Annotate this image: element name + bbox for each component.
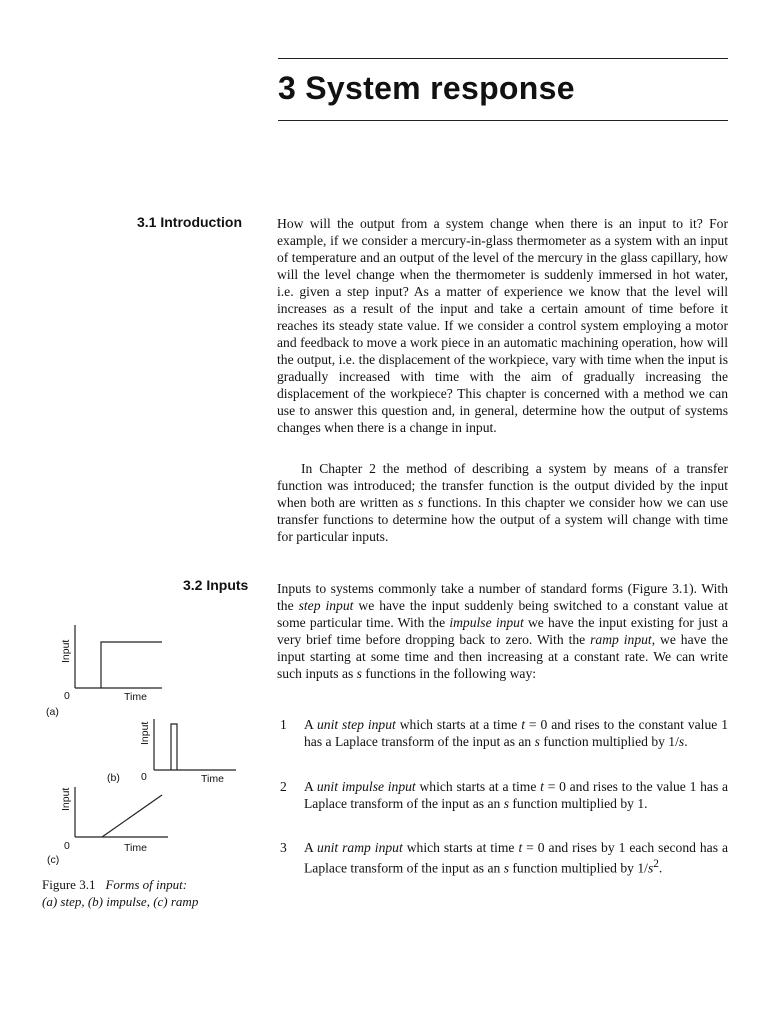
panel-label-a: (a) [46, 706, 59, 718]
panel-label-b: (b) [107, 772, 120, 784]
bottom-rule [278, 120, 728, 121]
zero-label-c: 0 [64, 840, 70, 852]
time-label-c: Time [124, 842, 147, 854]
list-number: 2 [280, 779, 287, 794]
zero-label-a: 0 [64, 690, 70, 702]
time-label-a: Time [124, 691, 147, 703]
intro-paragraph-1: How will the output from a system change when there is an input to it? For example, if we consider a mercury-in-glass thermometer as a system with an input of temperature and an output of the level of the mercury in the glass capillary, how will the level change when the thermometer is suddenly immersed in hot water, i.e. given a step input? As a matter of experience we know that the level will increases as a result of the input and take a certain amount of time before it reaches its steady state value. If we consider a control system employing a motor and feedback to move a work piece in an automatic machining operation, how will the output, i.e. the displacement of the workpiece, vary with time when the input is gradually increased with time with the aim of gradually increasing the displacement of the workpiece? This chapter is concerned with a method we can use to answer this question and, in general, determine how the output of systems changes when there is a change in input. [277, 216, 728, 435]
y-axis-label-c: Input [60, 787, 72, 811]
list-text: A unit ramp input which starts at time t = 0 and rises by 1 each second has a Laplace transform of the input as an s function multiplied by $1/s^2$. [304, 840, 729, 876]
list-text: A unit impulse input which starts at a time t = 0 and rises to the value 1 has a Laplace transform of the input as an s function multiplied by 1. [304, 779, 729, 811]
section-heading-inputs: 3.2 Inputs [183, 577, 249, 593]
inputs-paragraph: Inputs to systems commonly take a number of standard forms (Figure 3.1). With the step input we have the input suddenly being switched to a constant value at some particular time. With the impulse input we have the input existing for just a very brief time before dropping back to zero. With the ramp input, we have the input starting at some time and then increasing at a constant rate. We can write such inputs as s functions in the following way: [277, 581, 728, 681]
time-label-b: Time [201, 773, 224, 785]
ramp-signal [102, 795, 162, 837]
list-number: 1 [280, 717, 287, 732]
intro-paragraph-2: In Chapter 2 the method of describing a system by means of a transfer function was introduced; the transfer function is the output divided by the input when both are written as s functions. In this chapter we consider how we can use transfer functions to determine how the output of a system will change with time for particular inputs. [277, 461, 728, 544]
figure-caption [42, 876, 198, 910]
chapter-title: 3 System response [278, 70, 575, 106]
list-number: 3 [280, 840, 287, 855]
section-heading-introduction: 3.1 Introduction [137, 214, 242, 230]
impulse-signal [171, 724, 177, 770]
y-axis-label-a: Input [60, 639, 72, 663]
caption-description: (a) step, (b) impulse, (c) ramp [42, 894, 199, 909]
caption-title: Forms of input: [105, 877, 188, 892]
y-axis-label-b: Input [139, 721, 151, 745]
step-signal [101, 642, 162, 688]
plot-step [46, 625, 162, 718]
list-text: A unit step input which starts at a time t = 0 and rises to the constant value 1 has a Laplace transform of the input as an s function multiplied by 1/s. [304, 717, 728, 749]
plot-impulse [107, 719, 236, 785]
zero-label-b: 0 [141, 771, 147, 783]
plot-ramp [47, 787, 168, 865]
top-rule [278, 58, 728, 59]
caption-label: Figure 3.1 [42, 877, 96, 892]
panel-label-c: (c) [47, 854, 60, 865]
figure-input-forms [40, 615, 260, 865]
